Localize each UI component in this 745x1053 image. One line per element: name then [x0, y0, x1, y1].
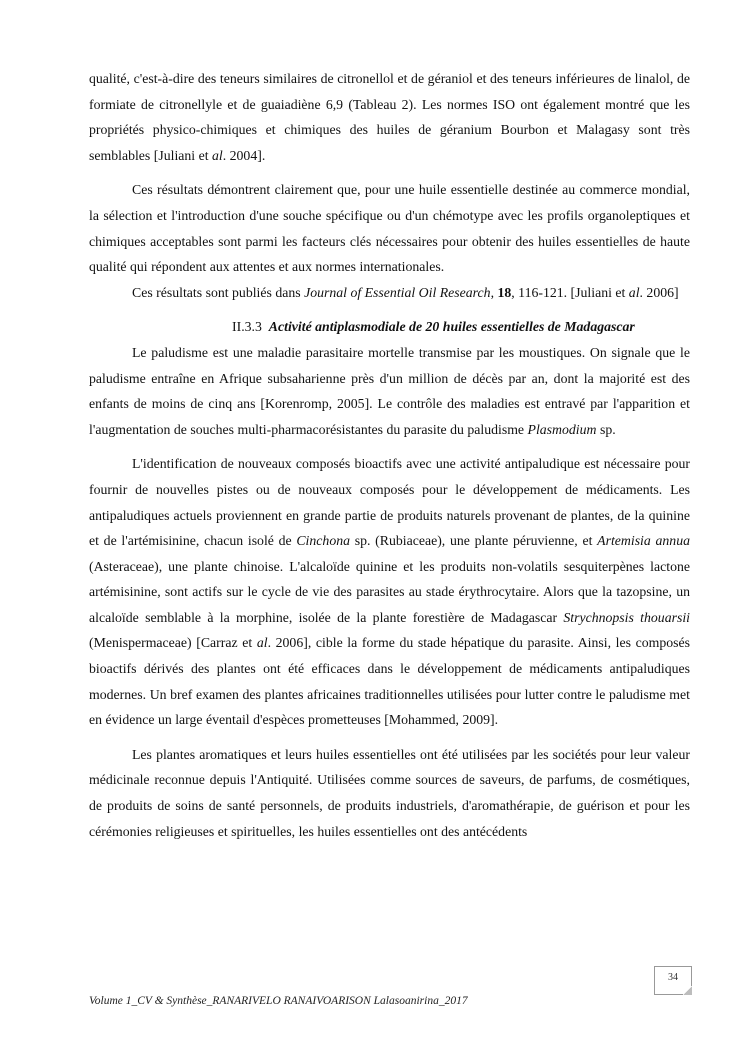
- text-run: sp.: [596, 421, 616, 437]
- italic-run: al: [628, 284, 640, 300]
- text-run: Ces résultats sont publiés dans: [132, 284, 305, 300]
- section-title: Activité antiplasmodiale de 20 huiles essentielles de Madagascar: [268, 319, 635, 335]
- italic-run: Artemisia annua: [597, 533, 690, 549]
- page-number-box: [654, 966, 692, 995]
- page-curl-icon: [683, 986, 692, 995]
- journal-name: Journal of Essential Oil Research: [304, 284, 491, 300]
- text-run: L'identification de nouveaux composés bioactifs avec une activité antipaludique est nécessaire pour fournir de nouvelles pistes ou de nouveaux composés pour le développement de médicaments. Les antipaludiques actuels proviennent en grande partie de produits naturels provenant de plantes, de la quinine et de l'artémisinine, chacun isolé de: [89, 456, 690, 549]
- text-run: , 116-121. [Juliani et: [511, 284, 629, 300]
- text-run: (Asteraceae), une plante chinoise. L'alcaloïde quinine et les produits non-volatils sesquiterpènes lactone artémisinine, sont actifs sur le cycle de vie des parasites au stade érythrocytaire. Alors que la tazopsine, un alcaloïde semblable à la morphine, isolée de la plante forestière de Madagascar: [89, 558, 690, 625]
- italic-run: al: [212, 147, 223, 163]
- text-run: ,: [490, 284, 498, 300]
- paragraph-6: Les plantes aromatiques et leurs huiles essentielles ont été utilisées par les sociétés pour leur valeur médicinale reconnue depuis l'Antiquité. Utilisées comme sources de saveurs, de parfums, de cosmétiques, de produits de soins de santé personnels, de produits industriels, d'aromathérapie, de guérison et pour les cérémonies religieuses et spirituelles, les huiles essentielles ont des antécédents: [89, 746, 690, 839]
- paragraph-4: [89, 340, 690, 442]
- text-run: (Menispermaceae) [Carraz et: [89, 635, 257, 651]
- text-run: qualité, c'est-à-dire des teneurs similaires de citronellol et de géraniol et des teneurs inférieures de linalol, de formiate de citronellyle et de guaiadiène 6,9 (Tableau 2). Les normes ISO ont également montré que les propriétés physico-chimiques et chimiques des huiles de géranium Bourbon et Malagasy sont très semblables [Juliani et: [89, 71, 690, 163]
- paragraph-2: Ces résultats démontrent clairement que, pour une huile essentielle destinée au commerce mondial, la sélection et l'introduction d'une souche spécifique ou d'un chémotype avec les profils organoleptiques et chimiques acceptables sont parmi les facteurs clés nécessaires pour obtenir des huiles essentielles de haute qualité qui répondent aux attentes et aux normes internationales.: [89, 182, 690, 275]
- paragraph-3: [89, 280, 690, 306]
- journal-volume: 18: [497, 284, 512, 300]
- paragraph-5: [89, 451, 690, 733]
- italic-run: Strychnopsis thouarsii: [563, 609, 691, 625]
- section-number: II.3.3: [232, 319, 262, 335]
- text-run: Le paludisme est une maladie parasitaire mortelle transmise par les moustiques. On signale que le paludisme entraîne en Afrique subsaharienne près d'un million de décès par an, dont la majorité est des enfants de moins de cinq ans [Korenromp, 2005]. Le contrôle des maladies est entravé par l'apparition et l'augmentation de souches multi-pharmacorésistantes du parasite du paludisme: [89, 344, 690, 437]
- text-run: . 2006]: [639, 284, 679, 300]
- paragraph-1: [89, 66, 690, 168]
- text-run: sp. (Rubiaceae), une plante péruvienne, et: [350, 533, 598, 549]
- body-text: [89, 66, 690, 844]
- text-run: . 2006], cible la forme du stade hépatique du parasite. Ainsi, les composés bioactifs dérivés des plantes ont été efficaces dans le développement de médicaments antipaludiques modernes. Un bref examen des plantes africaines traditionnelles utilisées pour lutter contre le paludisme met en évidence un large éventail d'espèces prometteuses [Mohammed, 2009].: [89, 635, 691, 728]
- page-number: 34: [668, 972, 678, 983]
- text-run: . 2004].: [222, 147, 266, 163]
- italic-run: Plasmodium: [527, 421, 597, 437]
- italic-run: al: [256, 635, 268, 651]
- footer-text: Volume 1_CV & Synthèse_RANARIVELO RANAIVOARISON Lalasoanirina_2017: [89, 995, 468, 1007]
- italic-run: Cinchona: [296, 533, 351, 549]
- section-heading: [89, 314, 690, 340]
